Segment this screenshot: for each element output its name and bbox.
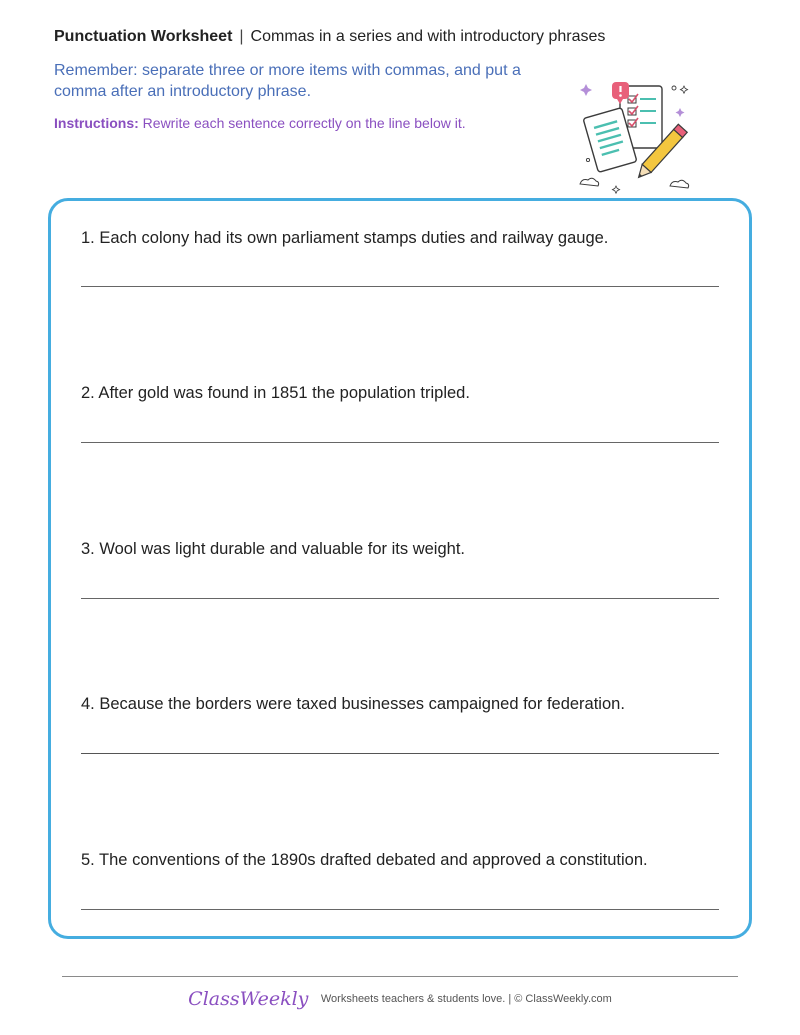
footer-divider <box>62 976 738 977</box>
question-text: 3. Wool was light durable and valuable for its weight. <box>81 540 465 558</box>
worksheet-title: Punctuation Worksheet <box>54 28 233 45</box>
footer <box>0 988 800 1010</box>
answer-line[interactable] <box>81 598 719 599</box>
reminder-text: Remember: separate three or more items with commas, and put a comma after an introductory phrase. <box>54 62 521 100</box>
instructions-text: Rewrite each sentence correctly on the line below it. <box>142 115 466 131</box>
answer-line[interactable] <box>81 442 719 443</box>
questions-card <box>48 198 752 939</box>
question-text: 1. Each colony had its own parliament stamps duties and railway gauge. <box>81 229 609 247</box>
question-3 <box>81 540 721 559</box>
question-4 <box>81 695 721 714</box>
question-1 <box>81 229 721 248</box>
question-text: 5. The conventions of the 1890s drafted debated and approved a constitution. <box>81 851 648 869</box>
worksheet-subtitle: Commas in a series and with introductory phrases <box>250 28 606 45</box>
answer-line[interactable] <box>81 753 719 754</box>
question-text: 2. After gold was found in 1851 the population tripled. <box>81 384 470 402</box>
question-5 <box>81 851 721 870</box>
instructions-label: Instructions: <box>54 115 139 131</box>
question-text: 4. Because the borders were taxed businesses campaigned for federation. <box>81 695 625 713</box>
question-2 <box>81 384 721 403</box>
answer-line[interactable] <box>81 909 719 910</box>
footer-tagline: Worksheets teachers & students love. | © ClassWeekly.com <box>320 993 612 1005</box>
header-separator: | <box>239 28 244 45</box>
instructions <box>54 115 466 131</box>
worksheet-checklist-pencil-illustration <box>576 78 694 196</box>
worksheet-header <box>54 28 605 46</box>
answer-line[interactable] <box>81 286 719 287</box>
brand-logo: ClassWeekly <box>188 988 309 1010</box>
